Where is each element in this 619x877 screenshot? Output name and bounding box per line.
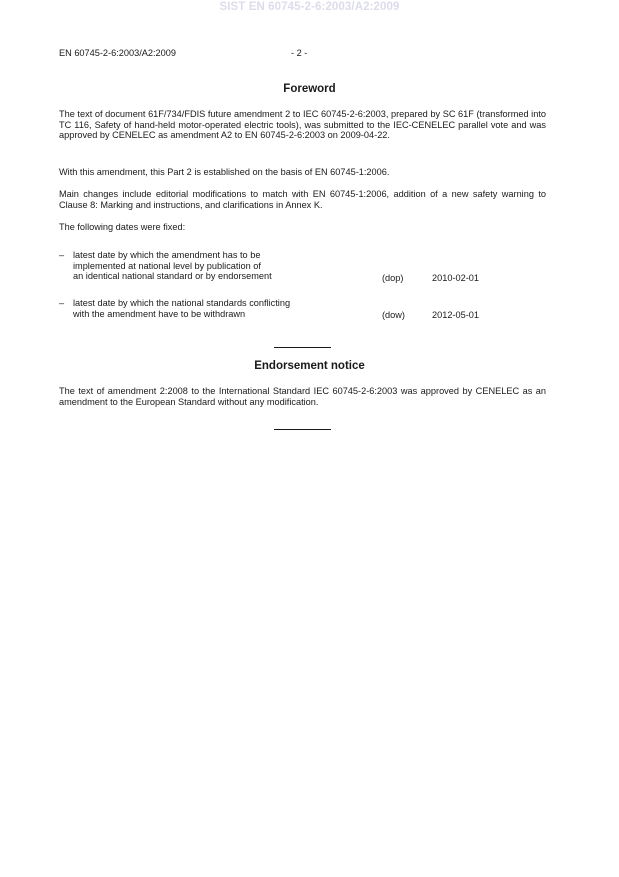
foreword-paragraph-4: The following dates were fixed: [59, 222, 186, 232]
date-item-date-dop: 2010-02-01 [432, 273, 479, 283]
date-item-line: latest date by which the amendment has to be [73, 250, 261, 260]
foreword-paragraph-1: The text of document 61F/734/FDIS future amendment 2 to IEC 60745-2-6:2003, prepared by SC 61F (transformed into TC 116, Safety of hand-held motor-operated electric tools), was submitted to the IEC-CENELEC parallel vote and was approved by CENELEC as amendment A2 to EN 60745-2-6:2003 on 2009-04-22. [59, 109, 546, 141]
date-item-dow-text [73, 298, 373, 319]
date-item-abbr-dow: (dow) [382, 310, 405, 320]
section-divider [274, 347, 331, 348]
foreword-paragraph-3: Main changes include editorial modifications to match with EN 60745-1:2006, addition of a new safety warning to Clause 8: Marking and instructions, and clarifications in Annex K. [59, 189, 546, 210]
document-id: EN 60745-2-6:2003/A2:2009 [59, 48, 176, 58]
date-item-line: latest date by which the national standards conflicting [73, 298, 291, 308]
page-number: - 2 - [291, 48, 308, 58]
watermark-title: SIST EN 60745-2-6:2003/A2:2009 [219, 1, 400, 13]
list-dash: – [59, 250, 65, 260]
date-item-line: with the amendment have to be withdrawn [73, 308, 246, 319]
list-dash: – [59, 298, 65, 308]
foreword-heading: Foreword [283, 83, 336, 95]
date-item-line: implemented at national level by publication of [73, 260, 261, 271]
date-item-abbr-dop: (dop) [382, 273, 404, 283]
date-item-line: an identical national standard or by endorsement [73, 271, 272, 282]
date-item-dop-text [73, 250, 373, 282]
section-divider [274, 429, 331, 430]
date-item-date-dow: 2012-05-01 [432, 310, 479, 320]
endorsement-heading: Endorsement notice [254, 360, 365, 372]
foreword-paragraph-2: With this amendment, this Part 2 is established on the basis of EN 60745-1:2006. [59, 167, 390, 177]
endorsement-paragraph: The text of amendment 2:2008 to the International Standard IEC 60745-2-6:2003 was approved by CENELEC as an amendment to the European Standard without any modification. [59, 386, 546, 407]
